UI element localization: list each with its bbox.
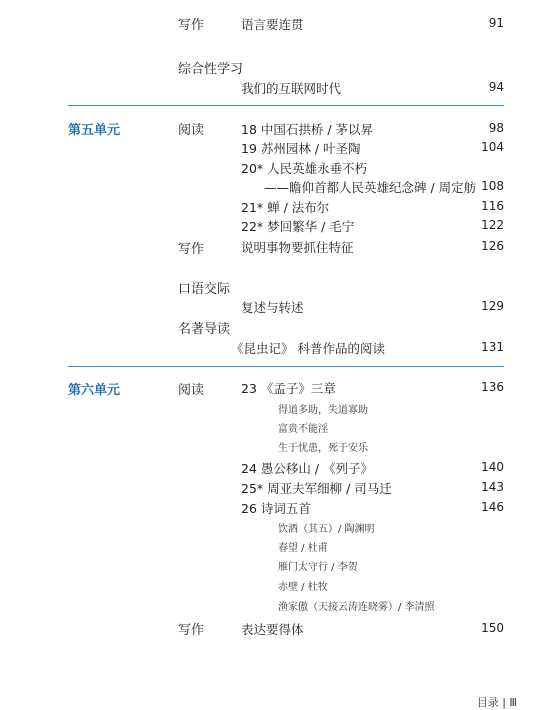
page-number: 143 <box>481 480 504 494</box>
page-footer: 目录 | Ⅲ <box>476 696 517 709</box>
section-label-writing: 写作 <box>178 623 205 638</box>
section-label-reading: 阅读 <box>178 383 205 398</box>
toc-entry-title[interactable]: 复述与转述 <box>241 300 304 315</box>
page-number: 146 <box>481 500 504 514</box>
page-number: 126 <box>481 239 504 253</box>
toc-sub-entry[interactable]: 富贵不能淫 <box>278 424 328 435</box>
toc-entry-title[interactable]: 语言要连贯 <box>241 17 304 32</box>
page-number: 150 <box>481 621 504 635</box>
page-number: 104 <box>481 140 504 154</box>
page-number: 131 <box>481 340 504 354</box>
page-number: 140 <box>481 460 504 474</box>
toc-entry-title[interactable]: 18 中国石拱桥 / 茅以昇 <box>241 122 374 137</box>
toc-sub-entry[interactable]: 赤壁 / 杜牧 <box>278 582 328 593</box>
page-number: 116 <box>481 199 504 213</box>
section-label-comprehensive: 综合性学习 <box>178 62 244 77</box>
toc-sub-entry[interactable]: 得道多助，失道寡助 <box>278 405 368 416</box>
toc-entry-title[interactable]: 22* 梦回繁华 / 毛宁 <box>241 219 355 234</box>
toc-sub-entry[interactable]: 生于忧患，死于安乐 <box>278 443 368 454</box>
toc-entry-title[interactable]: 26 诗词五首 <box>241 501 311 516</box>
toc-entry-title[interactable]: 《昆虫记》 科普作品的阅读 <box>231 341 385 356</box>
section-label-reading: 阅读 <box>178 123 205 138</box>
unit-title: 第五单元 <box>68 123 121 138</box>
section-label-writing: 写作 <box>178 242 205 257</box>
page-number: 136 <box>481 380 504 394</box>
toc-entry-title[interactable]: 19 苏州园林 / 叶圣陶 <box>241 141 361 156</box>
toc-entry-title[interactable]: 25* 周亚夫军细柳 / 司马迁 <box>241 481 392 496</box>
section-label-writing: 写作 <box>178 18 205 33</box>
toc-sub-entry[interactable]: 春望 / 杜甫 <box>278 543 328 554</box>
toc-sub-entry[interactable]: 饮酒（其五）/ 陶渊明 <box>278 524 375 535</box>
unit-divider <box>68 366 504 367</box>
toc-entry-title[interactable]: 表达要得体 <box>241 622 304 637</box>
page-number: 94 <box>488 80 504 94</box>
toc-entry-subtitle[interactable]: ——瞻仰首都人民英雄纪念碑 / 周定舫 <box>264 180 477 195</box>
toc-entry-title[interactable]: 24 愚公移山 / 《列子》 <box>241 461 374 476</box>
section-label-oral: 口语交际 <box>178 282 231 297</box>
toc-entry-title[interactable]: 21* 蝉 / 法布尔 <box>241 200 330 215</box>
unit-title: 第六单元 <box>68 383 121 398</box>
page-number: 91 <box>488 16 504 30</box>
toc-sub-entry[interactable]: 渔家傲（天接云涛连晓雾）/ 李清照 <box>278 602 435 613</box>
page-number: 129 <box>481 299 504 313</box>
unit-divider <box>68 105 504 106</box>
section-label-classics: 名著导读 <box>178 322 231 337</box>
page-number: 122 <box>481 218 504 232</box>
page-number: 98 <box>488 121 504 135</box>
toc-entry-title[interactable]: 23 《孟子》三章 <box>241 381 336 396</box>
toc-entry-title[interactable]: 我们的互联网时代 <box>241 81 342 96</box>
toc-entry-title[interactable]: 说明事物要抓住特征 <box>241 240 354 255</box>
page-number: 108 <box>481 179 504 193</box>
toc-sub-entry[interactable]: 雁门太守行 / 李贺 <box>278 562 358 573</box>
toc-entry-title[interactable]: 20* 人民英雄永垂不朽 <box>241 161 368 176</box>
